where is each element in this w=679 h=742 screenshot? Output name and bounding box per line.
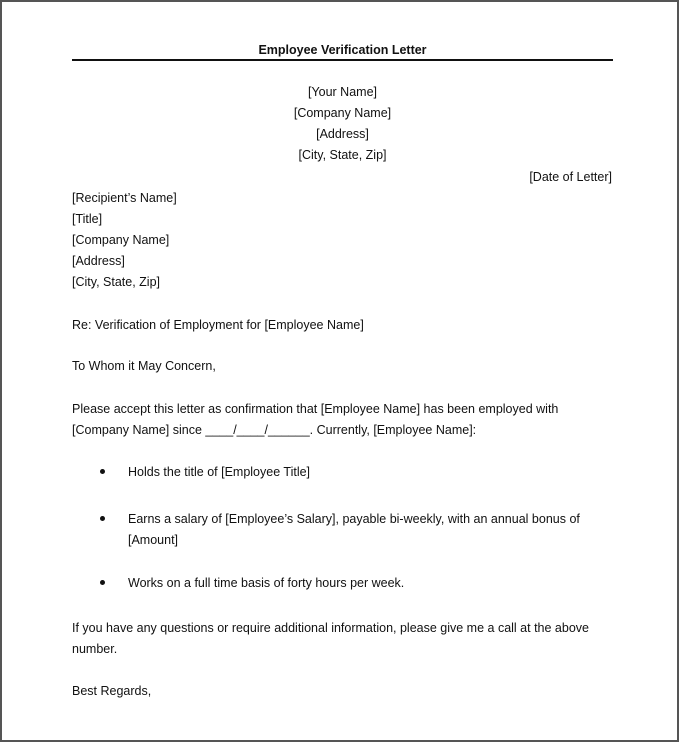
closing-paragraph: If you have any questions or require additional information, please give me a call at the above number. <box>72 621 589 656</box>
recipient-address: [Address] <box>72 254 125 268</box>
subject-line: Re: Verification of Employment for [Employee Name] <box>72 318 364 332</box>
letter-date: [Date of Letter] <box>529 170 612 184</box>
sender-company: [Company Name] <box>293 106 392 120</box>
salutation: To Whom it May Concern, <box>72 359 216 373</box>
sender-city-state-zip: [City, State, Zip] <box>298 148 387 162</box>
bullet-dot <box>100 516 105 521</box>
recipient-company: [Company Name] <box>72 233 170 247</box>
sender-name: [Your Name] <box>307 85 378 99</box>
recipient-name: [Recipient’s Name] <box>72 191 177 205</box>
sender-block <box>72 82 613 166</box>
bullet-item: Holds the title of [Employee Title] <box>128 465 311 479</box>
sender-address: [Address] <box>316 127 369 141</box>
sign-off: Best Regards, <box>72 684 152 698</box>
recipient-block <box>72 188 177 293</box>
letter-title: Employee Verification Letter <box>258 43 427 57</box>
recipient-city-state-zip: [City, State, Zip] <box>72 275 160 289</box>
bullet-dot <box>100 580 105 585</box>
bullet-item: Works on a full time basis of forty hours per week. <box>128 576 405 590</box>
bullet-dot <box>100 469 105 474</box>
intro-paragraph: Please accept this letter as confirmation that [Employee Name] has been employed with [Company Name] since ____/____/______. Currently, [Employee Name]: <box>72 402 559 437</box>
recipient-title: [Title] <box>72 212 103 226</box>
bullet-item: Earns a salary of [Employee’s Salary], payable bi-weekly, with an annual bonus of [Amount] <box>128 512 580 547</box>
title-underline <box>72 59 613 61</box>
